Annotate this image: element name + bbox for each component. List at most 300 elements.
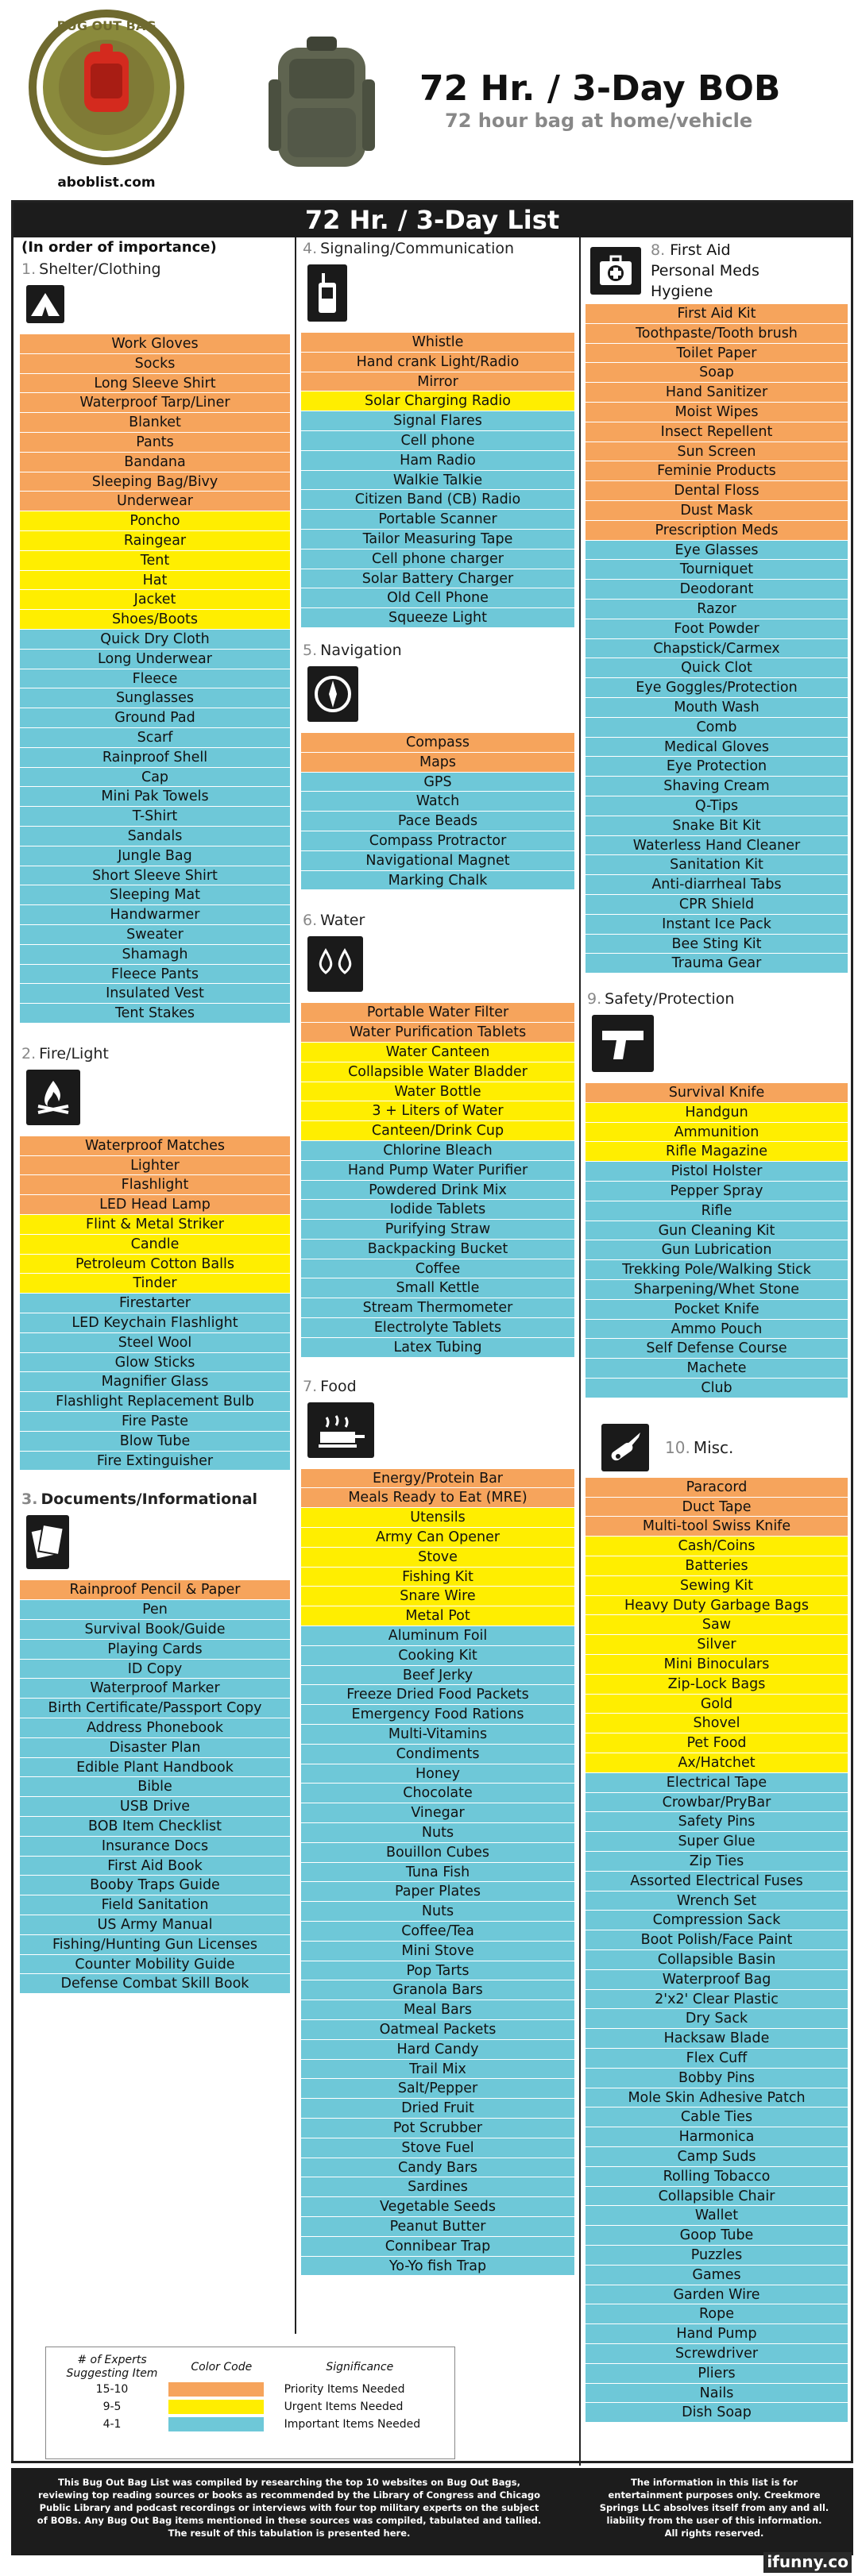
list-item: Zip Ties <box>586 1852 848 1872</box>
multitool-icon <box>601 1424 649 1471</box>
list-item: LED Keychain Flashlight <box>20 1313 290 1333</box>
list-item: Marking Chalk <box>301 871 574 891</box>
list-item: Granola Bars <box>301 1980 574 2000</box>
list-item: Compression Sack <box>586 1911 848 1930</box>
food-list <box>301 1469 574 2277</box>
list-item: Instant Ice Pack <box>586 915 848 935</box>
list-item: Foot Powder <box>586 619 848 639</box>
list-item: First Aid Kit <box>586 304 848 324</box>
fire-icon <box>26 1070 80 1125</box>
list-item: Shamagh <box>20 945 290 965</box>
footer-methodology: This Bug Out Bag List was compiled by researching the top 10 websites on Bug Out Bags, reviewing top reading sources or books as recommended by the Library of Congress and Chicago Public Library and podcast recordings or interviews with four top military experts on the subject of BOBs. Any Bug Out Bag items mentioned in these sources was compiled, tabulated and tallied. The result of this tabulation is presented here. <box>37 2477 542 2539</box>
list-item: Rope <box>586 2304 848 2324</box>
list-item: Meals Ready to Eat (MRE) <box>301 1488 574 1508</box>
list-item: Hacksaw Blade <box>586 2029 848 2049</box>
list-item: Shoes/Boots <box>20 610 290 630</box>
list-item: Latex Tubing <box>301 1338 574 1358</box>
list-item: Petroleum Cotton Balls <box>20 1255 290 1275</box>
section-title: 4. Signaling/Communication <box>303 240 515 257</box>
list-item: Harmonica <box>586 2127 848 2147</box>
list-item: Fishing/Hunting Gun Licenses <box>20 1935 290 1955</box>
list-item: Sanitation Kit <box>586 855 848 875</box>
section-title: 2. Fire/Light <box>21 1044 109 1062</box>
list-item: Candle <box>20 1235 290 1255</box>
header-subtitle: 72 hour bag at home/vehicle <box>445 110 753 132</box>
list-item: Mini Stove <box>301 1942 574 1961</box>
list-item: Batteries <box>586 1556 848 1576</box>
legend-header-color: Color Code <box>191 2361 253 2374</box>
list-item: Mole Skin Adhesive Patch <box>586 2088 848 2108</box>
list-item: CPR Shield <box>586 895 848 915</box>
list-item: Sun Screen <box>586 442 848 462</box>
list-item: Lighter <box>20 1156 290 1176</box>
list-item: GPS <box>301 773 574 792</box>
list-item: Cooking Kit <box>301 1646 574 1666</box>
list-item: Utensils <box>301 1508 574 1528</box>
list-item: Fire Paste <box>20 1412 290 1432</box>
list-item: Pet Food <box>586 1733 848 1753</box>
list-item: Salt/Pepper <box>301 2079 574 2099</box>
list-item: Snake Bit Kit <box>586 816 848 836</box>
list-item: Pliers <box>586 2364 848 2384</box>
list-item: Long Underwear <box>20 650 290 669</box>
section-title: 7. Food <box>303 1377 357 1395</box>
list-item: Club <box>586 1379 848 1398</box>
safety-list <box>586 1083 848 1398</box>
list-item: Ax/Hatchet <box>586 1753 848 1773</box>
list-item: Tourniquet <box>586 560 848 580</box>
list-item: Ham Radio <box>301 451 574 471</box>
column-divider <box>579 237 581 2466</box>
list-item: Pistol Holster <box>586 1162 848 1182</box>
list-item: Electrical Tape <box>586 1773 848 1793</box>
list-item: Puzzles <box>586 2246 848 2266</box>
list-item: Crowbar/PryBar <box>586 1793 848 1813</box>
list-item: Tent <box>20 551 290 571</box>
list-item: Freeze Dried Food Packets <box>301 1685 574 1705</box>
list-item: Tuna Fish <box>301 1863 574 1883</box>
list-item: Silver <box>586 1635 848 1655</box>
list-item: Aluminum Foil <box>301 1626 574 1646</box>
list-item: Waterproof Tarp/Liner <box>20 393 290 413</box>
list-item: Cell phone charger <box>301 550 574 569</box>
list-item: Bee Sting Kit <box>586 935 848 954</box>
list-item: Magnifier Glass <box>20 1372 290 1392</box>
navigation-list <box>301 733 574 890</box>
list-item: Eye Glasses <box>586 541 848 561</box>
list-item: Compass Protractor <box>301 831 574 851</box>
list-item: Safety Pins <box>586 1812 848 1832</box>
list-item: Sweater <box>20 925 290 945</box>
list-item: Screwdriver <box>586 2344 848 2364</box>
section-title: 10. Misc. <box>665 1437 734 1457</box>
list-item: Mirror <box>301 372 574 392</box>
list-item: Dental Floss <box>586 481 848 501</box>
list-item: BOB Item Checklist <box>20 1817 290 1837</box>
list-item: Tent Stakes <box>20 1004 290 1024</box>
list-item: Metal Pot <box>301 1606 574 1626</box>
section-signaling <box>301 237 574 628</box>
list-item: Portable Water Filter <box>301 1003 574 1023</box>
list-item: Toothpaste/Tooth brush <box>586 324 848 344</box>
list-item: Ammo Pouch <box>586 1320 848 1340</box>
list-item: Waterless Hand Cleaner <box>586 836 848 856</box>
list-item: Mouth Wash <box>586 698 848 718</box>
header <box>0 0 858 199</box>
list-item: Super Glue <box>586 1832 848 1852</box>
list-item: Stove Fuel <box>301 2138 574 2158</box>
list-item: Booby Traps Guide <box>20 1876 290 1895</box>
list-item: Ammunition <box>586 1123 848 1143</box>
list-item: Candy Bars <box>301 2158 574 2178</box>
list-item: 2'x2' Clear Plastic <box>586 1990 848 2010</box>
list-item: Mini Pak Towels <box>20 787 290 807</box>
list-item: Disaster Plan <box>20 1738 290 1758</box>
list-item: Pace Beads <box>301 812 574 831</box>
list-item: Hand Pump <box>586 2324 848 2344</box>
list-item: Water Canteen <box>301 1043 574 1062</box>
list-item: Pants <box>20 433 290 453</box>
list-item: Poncho <box>20 511 290 531</box>
list-item: Flint & Metal Striker <box>20 1215 290 1235</box>
documents-list <box>20 1580 290 1994</box>
list-item: Flex Cuff <box>586 2049 848 2069</box>
list-item: Deodorant <box>586 580 848 600</box>
list-item: Dry Sack <box>586 2009 848 2029</box>
list-item: Nuts <box>301 1823 574 1843</box>
list-item: Powdered Drink Mix <box>301 1181 574 1201</box>
list-item: Soap <box>586 363 848 383</box>
list-item: Goop Tube <box>586 2226 848 2246</box>
list-item: Fleece Pants <box>20 965 290 985</box>
order-note: (In order of importance) <box>21 239 217 256</box>
list-item: Water Purification Tablets <box>301 1023 574 1043</box>
list-item: Handwarmer <box>20 905 290 925</box>
section-water <box>301 909 574 1357</box>
list-item: Zip-Lock Bags <box>586 1675 848 1695</box>
legend-header-experts: # of Experts Suggesting Item <box>66 2354 158 2380</box>
list-item: Chlorine Bleach <box>301 1141 574 1161</box>
list-item: Survival Book/Guide <box>20 1620 290 1640</box>
list-item: Cash/Coins <box>586 1537 848 1556</box>
list-item: Solar Battery Charger <box>301 569 574 589</box>
list-item: Energy/Protein Bar <box>301 1469 574 1489</box>
list-item: Whistle <box>301 333 574 353</box>
list-item: Boot Polish/Face Paint <box>586 1930 848 1950</box>
legend <box>45 2347 455 2459</box>
list-item: Survival Knife <box>586 1083 848 1103</box>
legend-swatch-orange <box>168 2382 264 2397</box>
list-item: Small Kettle <box>301 1278 574 1298</box>
list-item: Duct Tape <box>586 1498 848 1517</box>
list-item: Anti-diarrheal Tabs <box>586 875 848 895</box>
list-item: Eye Protection <box>586 757 848 777</box>
list-item: Canteen/Drink Cup <box>301 1121 574 1141</box>
list-item: First Aid Book <box>20 1857 290 1876</box>
list-item: Stream Thermometer <box>301 1298 574 1318</box>
list-item: Vinegar <box>301 1803 574 1823</box>
legend-row-important: 4-1 Important Items Needed <box>102 2418 421 2431</box>
list-item: Hard Candy <box>301 2040 574 2060</box>
list-item: Machete <box>586 1359 848 1379</box>
list-item: Dust Mask <box>586 501 848 521</box>
legend-header-significance: Significance <box>326 2361 394 2374</box>
list-item: Stove <box>301 1548 574 1568</box>
list-item: Shaving Cream <box>586 777 848 796</box>
stove-icon <box>307 1402 374 1458</box>
list-item: Toilet Paper <box>586 344 848 364</box>
list-item: Chocolate <box>301 1784 574 1803</box>
list-item: Multi-tool Swiss Knife <box>586 1517 848 1537</box>
bug-out-bag-logo <box>21 8 192 168</box>
radio-icon <box>307 264 347 322</box>
list-item: Watch <box>301 792 574 812</box>
list-item: Raingear <box>20 531 290 551</box>
list-item: Fishing Kit <box>301 1568 574 1587</box>
list-item: Chapstick/Carmex <box>586 639 848 659</box>
list-item: Dish Soap <box>586 2403 848 2423</box>
list-item: Bobby Pins <box>586 2069 848 2088</box>
list-item: Jungle Bag <box>20 846 290 866</box>
list-item: Coffee/Tea <box>301 1922 574 1942</box>
list-item: Sharpening/Whet Stone <box>586 1280 848 1300</box>
list-item: Oatmeal Packets <box>301 2020 574 2040</box>
list-item: Edible Plant Handbook <box>20 1758 290 1778</box>
list-item: Compass <box>301 733 574 753</box>
list-item: Quick Dry Cloth <box>20 630 290 650</box>
list-item: Flashlight <box>20 1175 290 1195</box>
list-item: Coffee <box>301 1259 574 1279</box>
list-item: Mini Binoculars <box>586 1655 848 1675</box>
firstaid-list <box>586 304 848 974</box>
list-item: Iodide Tablets <box>301 1200 574 1220</box>
list-item: Trekking Pole/Walking Stick <box>586 1260 848 1280</box>
list-item: Prescription Meds <box>586 521 848 541</box>
section-fire <box>20 1043 290 1471</box>
section-title: 3. Documents/Informational <box>21 1490 258 1509</box>
list-item: Vegetable Seeds <box>301 2197 574 2217</box>
backpack-image <box>262 32 381 175</box>
list-item: Short Sleeve Shirt <box>20 866 290 886</box>
left-column <box>20 237 290 1994</box>
list-item: Old Cell Phone <box>301 588 574 608</box>
list-item: Navigational Magnet <box>301 851 574 871</box>
list-item: Cap <box>20 768 290 788</box>
list-item: Pop Tarts <box>301 1961 574 1981</box>
list-item: Hat <box>20 571 290 591</box>
list-item: Hand Pump Water Purifier <box>301 1161 574 1181</box>
list-item: Backpacking Bucket <box>301 1240 574 1259</box>
list-item: Steel Wool <box>20 1333 290 1353</box>
list-item: Long Sleeve Shirt <box>20 374 290 394</box>
section-title: 9. Safety/Protection <box>587 990 735 1008</box>
list-item: Beef Jerky <box>301 1666 574 1686</box>
list-item: Signal Flares <box>301 411 574 431</box>
list-item: Sardines <box>301 2177 574 2197</box>
list-item: Medical Gloves <box>586 738 848 758</box>
footer-disclaimer: The information in this list is for entertainment purposes only. Creekmore Springs LLC absolves itself from any and all. liability from the user of this information. All rights reserved. <box>599 2477 829 2539</box>
list-item: Ground Pad <box>20 708 290 728</box>
list-item: Work Gloves <box>20 334 290 354</box>
section-documents <box>20 1488 290 1994</box>
list-item: Squeeze Light <box>301 608 574 628</box>
documents-icon <box>26 1515 69 1569</box>
list-item: Sleeping Mat <box>20 885 290 905</box>
list-item: Saw <box>586 1615 848 1635</box>
list-item: Nuts <box>301 1902 574 1922</box>
list-item: Sleeping Bag/Bivy <box>20 472 290 492</box>
section-header <box>586 237 848 304</box>
svg-text:BUG OUT BAG: BUG OUT BAG <box>56 18 157 33</box>
list-item: Gold <box>586 1695 848 1714</box>
list-item: Hand Sanitizer <box>586 383 848 403</box>
list-item: Bandana <box>20 453 290 472</box>
middle-column <box>301 237 574 2276</box>
list-item: Insulated Vest <box>20 984 290 1004</box>
section-shelter <box>20 258 290 1024</box>
list-item: Razor <box>586 600 848 619</box>
list-item: Feminie Products <box>586 461 848 481</box>
list-item: Pocket Knife <box>586 1300 848 1320</box>
list-item: Insurance Docs <box>20 1837 290 1857</box>
list-item: T-Shirt <box>20 807 290 827</box>
list-item: USB Drive <box>20 1797 290 1817</box>
list-item: Dried Fruit <box>301 2099 574 2119</box>
list-item: Cable Ties <box>586 2107 848 2127</box>
list-item: Birth Certificate/Passport Copy <box>20 1699 290 1718</box>
list-item: Peanut Butter <box>301 2217 574 2237</box>
legend-row-urgent: 9-5 Urgent Items Needed <box>102 2401 404 2413</box>
list-item: Portable Scanner <box>301 510 574 530</box>
column-divider <box>295 237 296 2334</box>
fire-list <box>20 1136 290 1471</box>
list-item: Heavy Duty Garbage Bags <box>586 1596 848 1616</box>
list-item: Tinder <box>20 1274 290 1294</box>
list-item: Field Sanitation <box>20 1895 290 1915</box>
list-item: Gun Cleaning Kit <box>586 1221 848 1241</box>
list-item: Trauma Gear <box>586 954 848 974</box>
list-item: Jacket <box>20 590 290 610</box>
list-title: 72 Hr. / 3-Day List <box>14 202 851 237</box>
list-item: Pot Scrubber <box>301 2119 574 2138</box>
list-item: Eye Goggles/Protection <box>586 678 848 698</box>
list-item: Condiments <box>301 1745 574 1764</box>
list-item: Sandals <box>20 827 290 846</box>
water-list <box>301 1003 574 1357</box>
list-item: Blanket <box>20 413 290 433</box>
list-item: Flashlight Replacement Bulb <box>20 1392 290 1412</box>
list-item: US Army Manual <box>20 1915 290 1935</box>
list-item: Cell phone <box>301 431 574 451</box>
list-item: Pepper Spray <box>586 1182 848 1201</box>
legend-swatch-blue <box>168 2417 264 2431</box>
list-item: Quick Clot <box>586 658 848 678</box>
list-item: Water Bottle <box>301 1082 574 1102</box>
list-item: Collapsible Chair <box>586 2187 848 2207</box>
list-item: Paracord <box>586 1478 848 1498</box>
signaling-list <box>301 333 574 628</box>
list-item: Waterproof Marker <box>20 1679 290 1699</box>
list-item: Bible <box>20 1777 290 1797</box>
list-item: Fire Extinguisher <box>20 1452 290 1471</box>
section-misc <box>586 1417 848 2423</box>
site-url: aboblist.com <box>57 175 156 191</box>
list-item: Shovel <box>586 1714 848 1733</box>
legend-swatch-yellow <box>168 2400 264 2414</box>
list-item: Garden Wire <box>586 2285 848 2305</box>
section-food <box>301 1375 574 2277</box>
list-item: Meal Bars <box>301 2000 574 2020</box>
list-item: Handgun <box>586 1103 848 1123</box>
list-item: Sewing Kit <box>586 1576 848 1596</box>
list-item: Pen <box>20 1600 290 1620</box>
list-item: Scarf <box>20 728 290 748</box>
list-item: Rolling Tobacco <box>586 2167 848 2187</box>
compass-icon <box>307 666 358 722</box>
shelter-list <box>20 334 290 1024</box>
list-item: Firestarter <box>20 1294 290 1313</box>
list-item: Rainproof Pencil & Paper <box>20 1580 290 1600</box>
list-item: Walkie Talkie <box>301 471 574 491</box>
list-item: Collapsible Basin <box>586 1950 848 1970</box>
footer <box>11 2468 853 2555</box>
water-drops-icon <box>307 936 363 992</box>
list-item: Electrolyte Tablets <box>301 1318 574 1338</box>
list-item: Fleece <box>20 669 290 689</box>
list-item: Emergency Food Rations <box>301 1705 574 1725</box>
section-title: 1. Shelter/Clothing <box>21 260 161 278</box>
list-item: Assorted Electrical Fuses <box>586 1872 848 1892</box>
list-item: Collapsible Water Bladder <box>301 1062 574 1082</box>
list-item: Underwear <box>20 492 290 511</box>
list-item: Games <box>586 2266 848 2285</box>
list-item: Defense Combat Skill Book <box>20 1974 290 1994</box>
list-item: Blow Tube <box>20 1432 290 1452</box>
list-item: Paper Plates <box>301 1882 574 1902</box>
list-item: Sunglasses <box>20 688 290 708</box>
list-item: Insect Repellent <box>586 422 848 442</box>
list-item: Yo-Yo fish Trap <box>301 2257 574 2277</box>
list-item: Gun Lubrication <box>586 1240 848 1260</box>
list-item: Trail Mix <box>301 2060 574 2080</box>
list-item: Solar Charging Radio <box>301 391 574 411</box>
list-item: ID Copy <box>20 1660 290 1679</box>
list-item: LED Head Lamp <box>20 1195 290 1215</box>
section-firstaid <box>586 237 848 974</box>
list-item: Comb <box>586 718 848 738</box>
list-item: Waterproof Bag <box>586 1970 848 1990</box>
section-title: 5. Navigation <box>303 641 402 659</box>
list-item: Rainproof Shell <box>20 748 290 768</box>
section-title: 8. First Aid Personal Meds Hygiene <box>651 241 759 300</box>
list-item: Rifle <box>586 1201 848 1221</box>
list-item: 3 + Liters of Water <box>301 1101 574 1121</box>
list-item: Wallet <box>586 2206 848 2226</box>
list-item: Bouillon Cubes <box>301 1843 574 1863</box>
list-item: Moist Wipes <box>586 403 848 422</box>
legend-row-priority: 15-10 Priority Items Needed <box>95 2383 405 2396</box>
list-item: Rifle Magazine <box>586 1142 848 1162</box>
handgun-icon <box>592 1015 654 1072</box>
list-item: Camp Suds <box>586 2147 848 2167</box>
list-item: Wrench Set <box>586 1892 848 1911</box>
list-item: Connibear Trap <box>301 2237 574 2257</box>
section-header <box>586 1417 848 1478</box>
list-item: Maps <box>301 753 574 773</box>
list-item: Socks <box>20 354 290 374</box>
list-item: Self Defense Course <box>586 1339 848 1359</box>
list-item: Snare Wire <box>301 1587 574 1606</box>
